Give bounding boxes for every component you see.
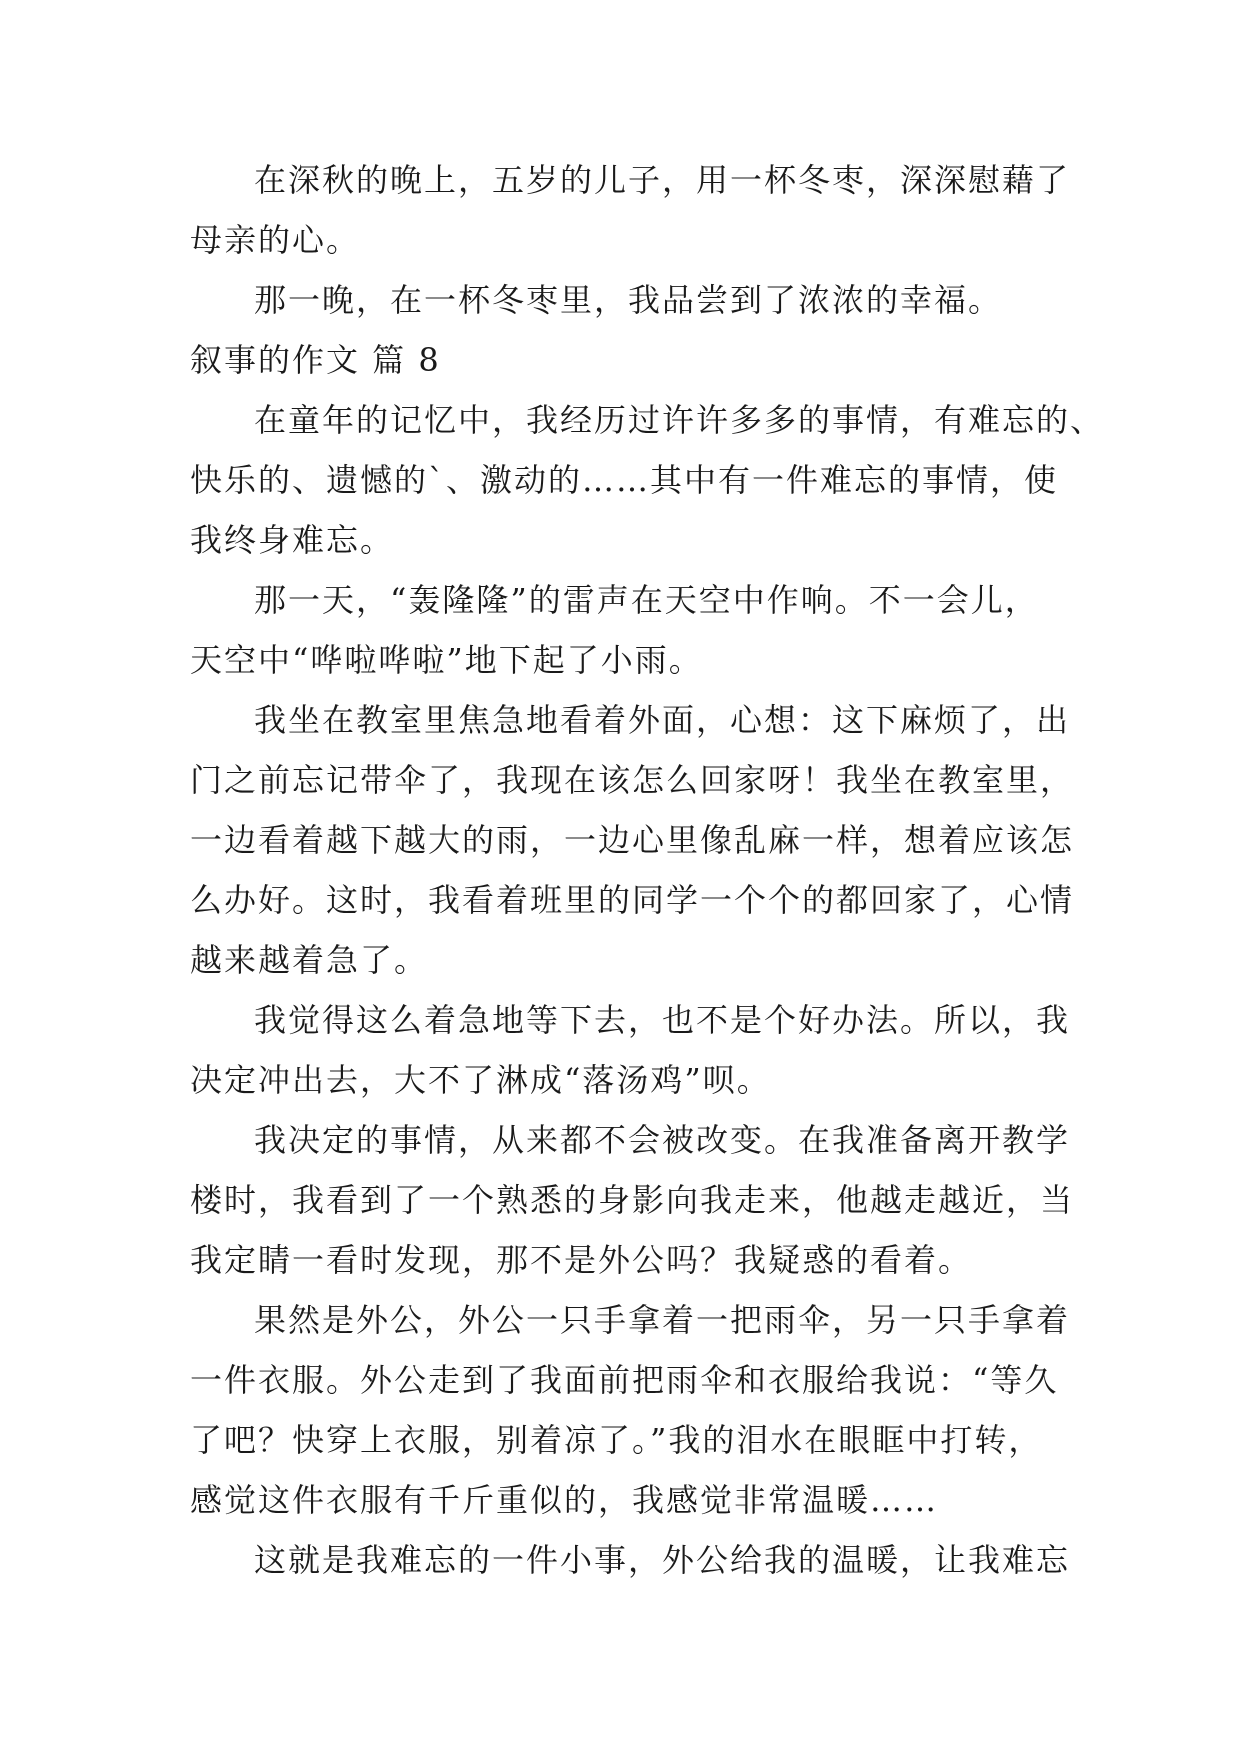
paragraph-line: 一边看着越下越大的雨，一边心里像乱麻一样，想着应该怎 — [190, 821, 1075, 859]
paragraph-line: 门之前忘记带伞了，我现在该怎么回家呀！我坐在教室里， — [190, 761, 1075, 799]
paragraph-line: 我终身难忘。 — [190, 521, 395, 559]
document-page — [190, 150, 1105, 1590]
paragraph-line: 那一天，“轰隆隆”的雷声在天空中作响。不一会儿， — [254, 581, 1039, 619]
paragraph-line: 我坐在教室里焦急地看着外面，心想：这下麻烦了，出 — [254, 701, 1071, 739]
paragraph-line: 我决定的事情，从来都不会被改变。在我准备离开教学 — [254, 1121, 1071, 1159]
paragraph-line: 楼时，我看到了一个熟悉的身影向我走来，他越走越近，当 — [190, 1181, 1075, 1219]
paragraph-line: 了吧？快穿上衣服，别着凉了。”我的泪水在眼眶中打转， — [190, 1421, 1043, 1459]
paragraph-line: 母亲的心。 — [190, 221, 361, 259]
paragraph-line: 那一晚，在一杯冬枣里，我品尝到了浓浓的幸福。 — [254, 281, 1003, 319]
paragraph-line: 一件衣服。外公走到了我面前把雨伞和衣服给我说：“等久 — [190, 1361, 1059, 1399]
paragraph-line: 快乐的、遗憾的`、激动的……其中有一件难忘的事情，使 — [190, 461, 1059, 499]
paragraph-line: 感觉这件衣服有千斤重似的，我感觉非常温暖…… — [190, 1481, 939, 1519]
paragraph-line: 么办好。这时，我看着班里的同学一个个的都回家了，心情 — [190, 881, 1075, 919]
paragraph-line: 在童年的记忆中，我经历过许许多多的事情，有难忘的、 — [254, 401, 1105, 439]
paragraph-line: 这就是我难忘的一件小事，外公给我的温暖，让我难忘 — [254, 1541, 1071, 1579]
section-heading: 叙事的作文 篇 8 — [190, 341, 441, 379]
paragraph-line: 我觉得这么着急地等下去，也不是个好办法。所以，我 — [254, 1001, 1071, 1039]
paragraph-line: 越来越着急了。 — [190, 941, 429, 979]
paragraph-line: 在深秋的晚上，五岁的儿子，用一杯冬枣，深深慰藉了 — [254, 161, 1071, 199]
paragraph-line: 天空中“哗啦哗啦”地下起了小雨。 — [190, 641, 703, 679]
paragraph-line: 决定冲出去，大不了淋成“落汤鸡”呗。 — [190, 1061, 771, 1099]
paragraph-line: 我定睛一看时发现，那不是外公吗？我疑惑的看着。 — [190, 1241, 973, 1279]
paragraph-line: 果然是外公，外公一只手拿着一把雨伞，另一只手拿着 — [254, 1301, 1071, 1339]
